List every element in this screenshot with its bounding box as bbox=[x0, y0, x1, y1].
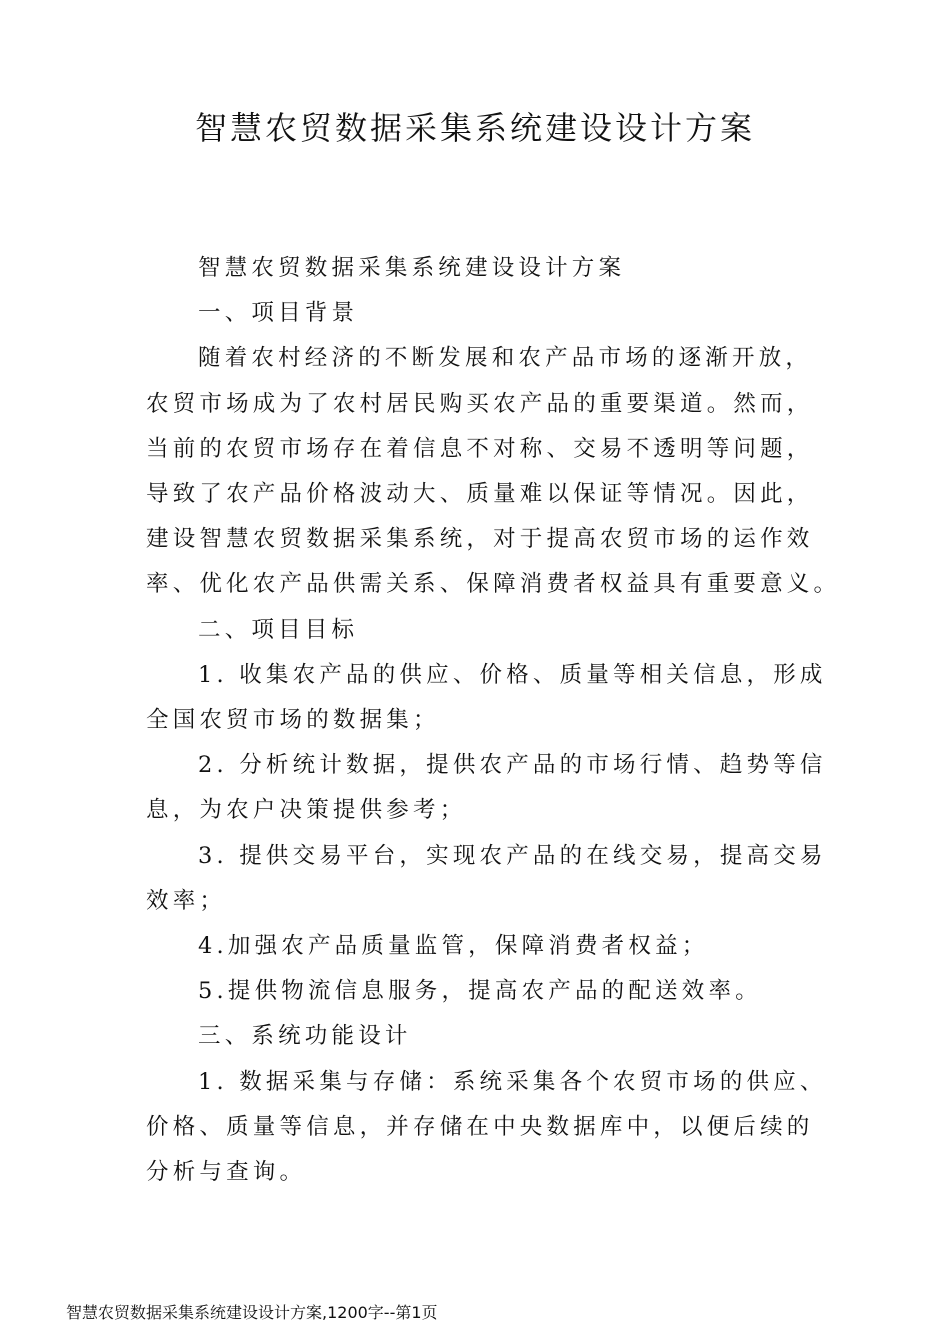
text-line: 导致了农产品价格波动大、质量难以保证等情况。因此， bbox=[146, 481, 814, 508]
paragraph bbox=[146, 924, 818, 969]
document-title: 智慧农贸数据采集系统建设设计方案 bbox=[194, 109, 755, 147]
text-line: 1. 数据采集与存储：系统采集各个农贸市场的供应、 bbox=[198, 1068, 827, 1095]
text-line: 全国农贸市场的数据集； bbox=[146, 707, 440, 734]
text-line: 3. 提供交易平台，实现农产品的在线交易，提高交易 bbox=[198, 842, 827, 869]
text-line: 当前的农贸市场存在着信息不对称、交易不透明等问题， bbox=[146, 435, 814, 462]
text-line: 4.加强农产品质量监管，保障消费者权益； bbox=[198, 933, 709, 960]
page-footer: 智慧农贸数据采集系统建设设计方案,1200字--第1页 bbox=[66, 1303, 438, 1322]
paragraph bbox=[146, 1014, 818, 1059]
paragraph bbox=[146, 653, 827, 743]
text-line: 分析与查询。 bbox=[146, 1159, 307, 1186]
text-line: 5.提供物流信息服务，提高农产品的配送效率。 bbox=[198, 978, 762, 1005]
paragraph bbox=[146, 608, 818, 653]
document-body bbox=[146, 246, 841, 1195]
text-line: 农贸市场成为了农村居民购买农产品的重要渠道。然而， bbox=[146, 390, 814, 417]
paragraph bbox=[146, 743, 827, 833]
paragraph bbox=[146, 1060, 827, 1196]
paragraph bbox=[146, 834, 827, 924]
text-line: 率、优化农产品供需关系、保障消费者权益具有重要意义。 bbox=[146, 571, 841, 598]
text-line: 效率； bbox=[146, 887, 227, 914]
text-line: 息，为农户决策提供参考； bbox=[146, 797, 467, 824]
text-line: 1. 收集农产品的供应、价格、质量等相关信息，形成 bbox=[198, 661, 827, 688]
paragraph bbox=[146, 336, 841, 607]
text-line: 智慧农贸数据采集系统建设设计方案 bbox=[198, 255, 626, 281]
paragraph bbox=[146, 969, 818, 1014]
text-line: 价格、质量等信息，并存储在中央数据库中，以便后续的 bbox=[146, 1113, 814, 1140]
paragraph bbox=[146, 246, 818, 291]
paragraph bbox=[146, 291, 818, 336]
text-line: 随着农村经济的不断发展和农产品市场的逐渐开放， bbox=[198, 345, 813, 372]
text-line: 三、系统功能设计 bbox=[198, 1023, 412, 1050]
text-line: 2. 分析统计数据，提供农产品的市场行情、趋势等信 bbox=[198, 752, 827, 779]
text-line: 二、项目目标 bbox=[198, 616, 359, 643]
text-line: 建设智慧农贸数据采集系统，对于提高农贸市场的运作效 bbox=[146, 526, 814, 553]
text-line: 一、项目背景 bbox=[198, 300, 359, 327]
